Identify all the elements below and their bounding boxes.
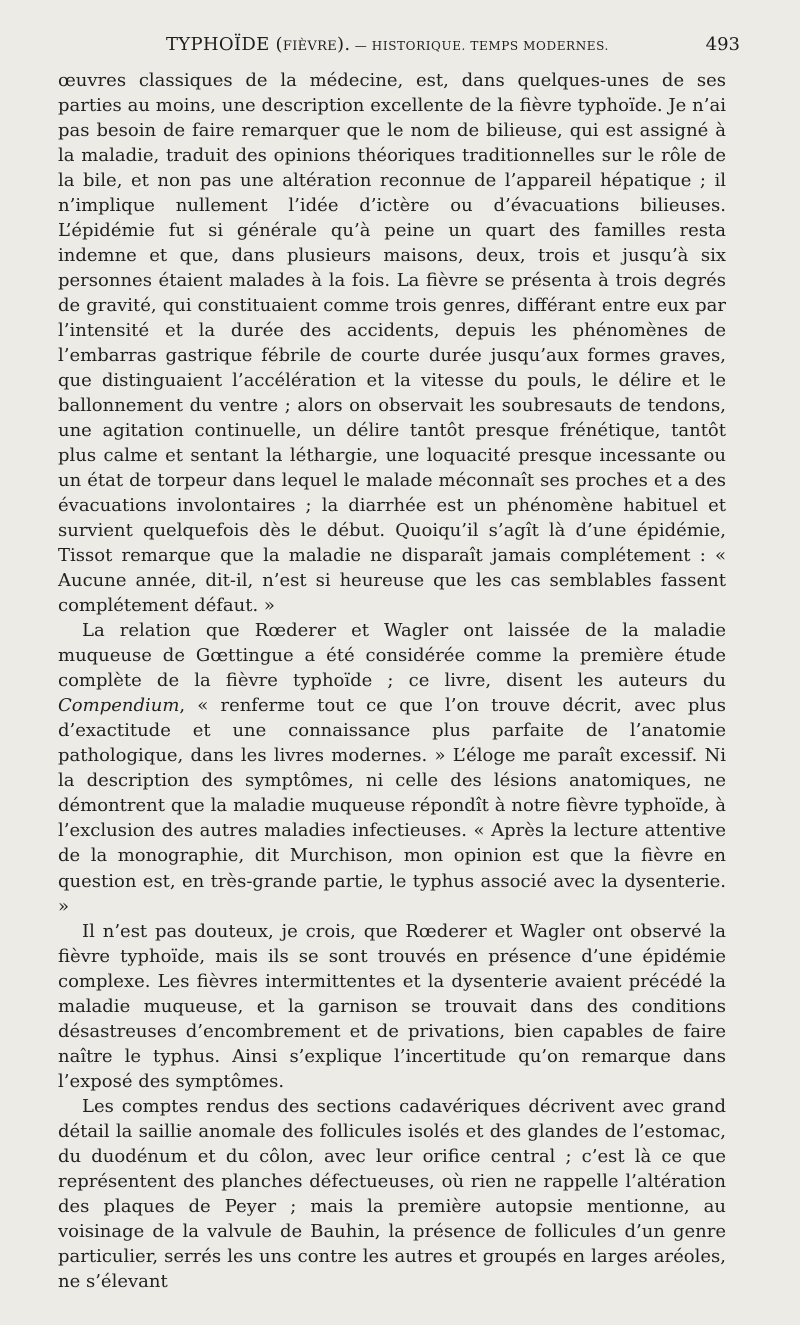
paragraph-2 (58, 618, 726, 918)
paragraph-1-text: œuvres classiques de la médecine, est, dans quelques-unes de ses parties au moins, une description excellente de la fièvre typhoïde. Je n’ai pas besoin de faire remarquer que le nom de bilieuse, qui est assigné à la maladie, traduit des opinions théoriques traditionnelles sur le rôle de la bile, et non pas une altération reconnue de l’appareil hépatique ; il n’implique nullement l’idée d’ictère ou d’évacuations bilieuses. L’épidémie fut si générale qu’à peine un quart des familles resta indemne et que, dans plusieurs maisons, deux, trois et jusqu’à six personnes étaient malades à la fois. La fièvre se présenta à trois degrés de gravité, qui constituaient comme trois genres, différant entre eux par l’intensité et la durée des accidents, depuis les phénomènes de l’embarras gastrique fébrile de courte durée jusqu’aux formes graves, que distinguaient l’accélération et la vitesse du pouls, le délire et le ballonnement du ventre ; alors on observait les soubresauts de tendons, une agitation continuelle, un délire tantôt presque frénétique, tantôt plus calme et sentant la léthargie, une loquacité presque incessante ou un état de torpeur dans lequel le malade méconnaît ses proches et a des évacuations involontaires ; la diarrhée est un phénomène habituel et survient quelquefois dès le début. Quoiqu’il s’agît là d’une épidémie, Tissot remarque que la maladie ne disparaît jamais complétement : « Aucune année, dit-il, n’est si heureuse que les cas semblables fassent complétement défaut. » (58, 70, 726, 617)
paragraph-3-text: Il n’est pas douteux, je crois, que Rœderer et Wagler ont observé la fièvre typhoïde, mais ils se sont trouvés en présence d’une épidémie complexe. Les fièvres intermittentes et la dysenterie avaient précédé la maladie muqueuse, et la garnison se trouvait dans des conditions désastreuses d’encombrement et de privations, bien capables de faire naître le typhus. Ainsi s’explique l’incertitude qu’on remarque dans l’exposé des symptômes. (58, 920, 726, 1092)
paragraph-2-text-b: , « renferme tout ce que l’on trouve décrit, avec plus d’exactitude et une connaissance plus parfaite de l’anatomie pathologique, dans les livres modernes. » L’éloge me paraît excessif. Ni la description des symptômes, ni celle des lésions anatomiques, ne démontrent que la maladie muqueuse répondît à notre fièvre typhoïde, à l’exclusion des autres maladies infectieuses. « Après la lecture attentive de la monographie, dit Murchison, mon opinion est que la fièvre en question est, en très-grande partie, le typhus associé avec la dysenterie. » (58, 695, 726, 917)
paragraph-3 (58, 919, 726, 1094)
running-title-main: TYPHOÏDE ( (166, 34, 283, 55)
paragraph-2-italic-compendium: Compendium (58, 695, 180, 717)
running-title-smallcaps: FIÈVRE (282, 39, 338, 54)
paragraph-1 (58, 68, 726, 618)
running-title-section: — HISTORIQUE. TEMPS MODERNES. (350, 39, 609, 53)
body-text (58, 68, 726, 1294)
paragraph-4 (58, 1094, 726, 1294)
page-number: 493 (705, 34, 740, 55)
running-title (166, 34, 609, 55)
paragraph-2-text-a: La relation que Rœderer et Wagler ont laissée de la maladie muqueuse de Gœttingue a été considérée comme la première étude complète de la fièvre typhoïde ; ce livre, disent les auteurs du (58, 620, 726, 692)
running-title-close: ). (337, 34, 351, 55)
running-header (58, 34, 740, 60)
paragraph-4-text: Les comptes rendus des sections cadavériques décrivent avec grand détail la saillie anomale des follicules isolés et des glandes de l’estomac, du duodénum et du côlon, avec leur orifice central ; c’est là ce que représentent des planches défectueuses, où rien ne rappelle l’altération des plaques de Peyer ; mais la première autopsie mentionne, au voisinage de la valvule de Bauhin, la présence de follicules d’un genre particulier, serrés les uns contre les autres et groupés en larges aréoles, ne s’élevant (58, 1095, 726, 1292)
